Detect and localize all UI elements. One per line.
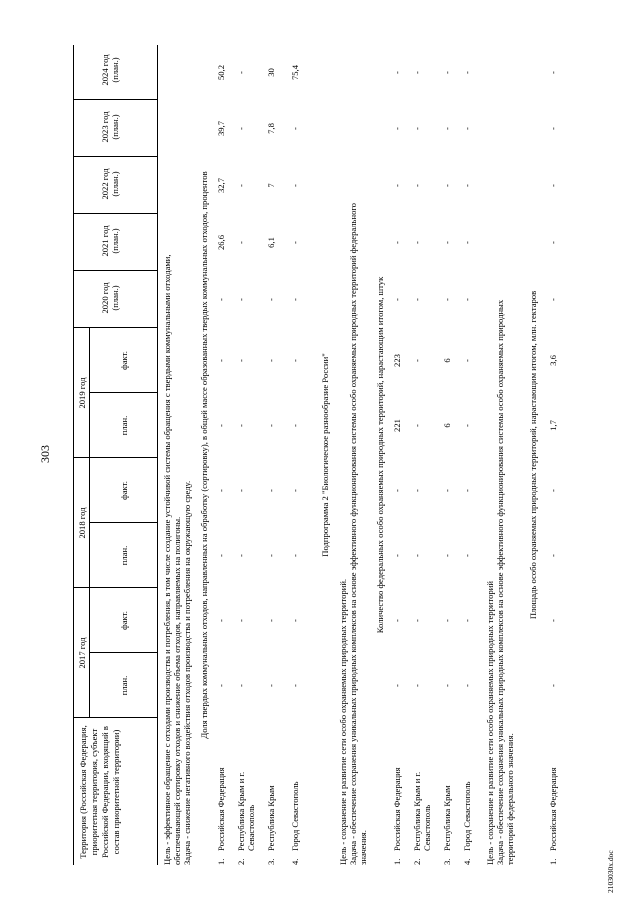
row-number: 1. [392, 858, 402, 865]
cell: - [392, 554, 402, 557]
cell: - [216, 554, 226, 557]
cell: - [236, 241, 246, 244]
cell: 50,2 [216, 64, 226, 81]
section3-task: Задача - обеспечение сохранения уникальных природных комплексов на основе эффективного функционирования системы особо охраняемых природных [495, 299, 505, 865]
section3-indicator: Площадь особо охраняемых природных территорий, нарастающим итогом, млн. гектаров [528, 290, 538, 620]
cell: - [462, 71, 472, 74]
cell: 221 [392, 419, 402, 432]
row-territory: Город Севастополь [290, 781, 300, 851]
cell: - [462, 424, 472, 427]
cell: - [442, 241, 452, 244]
cell: - [290, 184, 300, 187]
year-2017-header: 2017 год [77, 637, 87, 669]
cell: - [290, 298, 300, 301]
plan-header: план. [119, 675, 129, 696]
cell: - [266, 359, 276, 362]
row-number: 1. [548, 858, 558, 865]
cell: 6 [442, 423, 452, 428]
cell: - [216, 298, 226, 301]
cell: 75,4 [290, 64, 300, 81]
cell: - [442, 684, 452, 687]
year-2018-header: 2018 год [77, 507, 87, 539]
cell: - [442, 71, 452, 74]
cell: - [442, 489, 452, 492]
cell: - [412, 241, 422, 244]
cell: - [462, 489, 472, 492]
cell: - [290, 127, 300, 130]
row-territory: Республика Крым [442, 785, 452, 851]
cell: 7,8 [266, 123, 276, 134]
cell: - [266, 619, 276, 622]
cell: - [290, 359, 300, 362]
col-divider [73, 99, 157, 100]
cell: - [412, 359, 422, 362]
cell: - [462, 619, 472, 622]
cell: - [266, 298, 276, 301]
cell: - [412, 71, 422, 74]
cell: - [548, 71, 558, 74]
cell: - [412, 489, 422, 492]
cell: - [548, 184, 558, 187]
cell: - [236, 424, 246, 427]
cell: - [266, 424, 276, 427]
cell: - [462, 359, 472, 362]
cell: - [290, 684, 300, 687]
plan-2021-header: 2021 год (план.) [100, 225, 120, 257]
cell: - [392, 71, 402, 74]
section2-goal: Цель - сохранение и развитие сети особо охраняемых природных территорий. [338, 578, 348, 865]
cell: - [290, 489, 300, 492]
cell: - [462, 298, 472, 301]
cell: - [392, 241, 402, 244]
cell: - [412, 184, 422, 187]
cell: - [236, 619, 246, 622]
cell: - [442, 554, 452, 557]
col-divider [73, 270, 157, 271]
cell: 6 [442, 358, 452, 363]
cell: 26,6 [216, 234, 226, 251]
cell: - [462, 184, 472, 187]
cell: - [290, 424, 300, 427]
section1-indicator: Доля твердых коммунальных отходов, направленных на обработку (сортировку), в общей массе образованных твердых коммунальных отходов, процентов [199, 171, 209, 739]
cell: - [236, 684, 246, 687]
row-number: 4. [290, 858, 300, 865]
cell: - [236, 359, 246, 362]
row-territory: Республика Крым и г. Севастополь [412, 771, 432, 851]
row-territory: Российская Федерация [392, 767, 402, 851]
col-divider [73, 213, 157, 214]
row-territory: Республика Крым и г. Севастополь [236, 771, 256, 851]
cell: - [392, 298, 402, 301]
row-number: 1. [216, 858, 226, 865]
section2-task: Задача - обеспечение сохранения уникальных природных комплексов на основе эффективного функционирования системы особо охраняемых природных территорий федерального [348, 203, 358, 865]
fact-header: факт. [119, 351, 129, 370]
cell: - [392, 684, 402, 687]
section2-indicator: Количество федеральных особо охраняемых природных территорий, нарастающим итогом, штук [375, 276, 385, 634]
cell: - [412, 554, 422, 557]
cell: 1,7 [548, 420, 558, 431]
cell: - [266, 489, 276, 492]
cell: - [548, 241, 558, 244]
cell: 3,6 [548, 355, 558, 366]
cell: - [216, 489, 226, 492]
cell: - [442, 619, 452, 622]
plan-2022-header: 2022 год (план.) [100, 168, 120, 200]
row-number: 3. [266, 858, 276, 865]
cell: - [216, 424, 226, 427]
plan-2023-header: 2023 год (план.) [100, 111, 120, 143]
row-number: 4. [462, 858, 472, 865]
cell: - [548, 298, 558, 301]
table-header-bottom-border [157, 45, 158, 865]
cell: - [548, 554, 558, 557]
cell: - [412, 684, 422, 687]
cell: - [412, 298, 422, 301]
section3-task-cont: территорий федерального значения. [505, 733, 515, 865]
col-divider [73, 156, 157, 157]
cell: 30 [266, 68, 276, 77]
row-territory: Российская Федерация [216, 767, 226, 851]
cell: 7 [266, 183, 276, 188]
row-number: 2. [412, 858, 422, 865]
cell: - [412, 127, 422, 130]
year-2019-header: 2019 год [77, 377, 87, 409]
subprogram-title: Подпрограмма 2 "Биологическое разнообразие России" [320, 353, 330, 557]
fact-header: факт. [119, 611, 129, 630]
fact-header: факт. [119, 481, 129, 500]
cell: - [462, 241, 472, 244]
cell: - [236, 554, 246, 557]
cell: - [266, 554, 276, 557]
page-number: 303 [38, 445, 52, 463]
table-top-border [73, 45, 74, 865]
cell: - [236, 489, 246, 492]
section1-task: Задача - снижение негативного воздействия отходов производства и потребления на окружающую среду. [182, 480, 192, 865]
cell: - [392, 184, 402, 187]
document-code: 2103030х.doc [606, 850, 615, 893]
cell: - [216, 359, 226, 362]
cell: - [392, 127, 402, 130]
cell: - [216, 619, 226, 622]
cell: - [462, 554, 472, 557]
row-territory: Российская Федерация [548, 767, 558, 851]
section1-goal-cont: обеспечивающей сортировку отходов и снижение объема отходов, направляемых на полигоны. [172, 516, 182, 865]
cell: - [548, 127, 558, 130]
cell: - [412, 619, 422, 622]
cell: - [236, 71, 246, 74]
plan-header: план. [119, 415, 129, 436]
cell: - [412, 424, 422, 427]
cell: - [290, 619, 300, 622]
row-territory: Город Севастополь [462, 781, 472, 851]
section2-task-cont: значения. [358, 830, 368, 865]
cell: - [236, 127, 246, 130]
cell: - [216, 684, 226, 687]
cell: - [442, 127, 452, 130]
cell: - [462, 684, 472, 687]
cell: - [462, 127, 472, 130]
cell: 6,1 [266, 237, 276, 248]
plan-header: план. [119, 545, 129, 566]
row-territory: Республика Крым [266, 785, 276, 851]
cell: - [236, 184, 246, 187]
cell: - [266, 684, 276, 687]
plan-2024-header: 2024 год (план.) [100, 54, 120, 86]
section3-goal: Цель - сохранение и развитие сети особо охраняемых природных территорий [485, 581, 495, 865]
row-number: 2. [236, 858, 246, 865]
territory-header: Территория (Российская Федерация, приоритетная территория, субъект Российской Федерации, входящий в состав приоритетной территории) [78, 725, 121, 859]
cell: - [236, 298, 246, 301]
cell: - [548, 619, 558, 622]
cell: 39,7 [216, 120, 226, 137]
year-subheader-line [89, 328, 90, 718]
cell: - [548, 489, 558, 492]
cell: - [392, 619, 402, 622]
cell: - [290, 241, 300, 244]
section1-goal: Цель - эффективное обращение с отходами производства и потребления, в том числе создание устойчивой системы обращения с твердыми коммунальными отходами, [162, 254, 172, 865]
cell: - [442, 298, 452, 301]
cell: 223 [392, 354, 402, 367]
cell: 32,7 [216, 177, 226, 194]
plan-2020-header: 2020 год (план.) [100, 282, 120, 314]
cell: - [442, 184, 452, 187]
cell: - [290, 554, 300, 557]
cell: - [392, 489, 402, 492]
cell: - [548, 684, 558, 687]
row-number: 3. [442, 858, 452, 865]
